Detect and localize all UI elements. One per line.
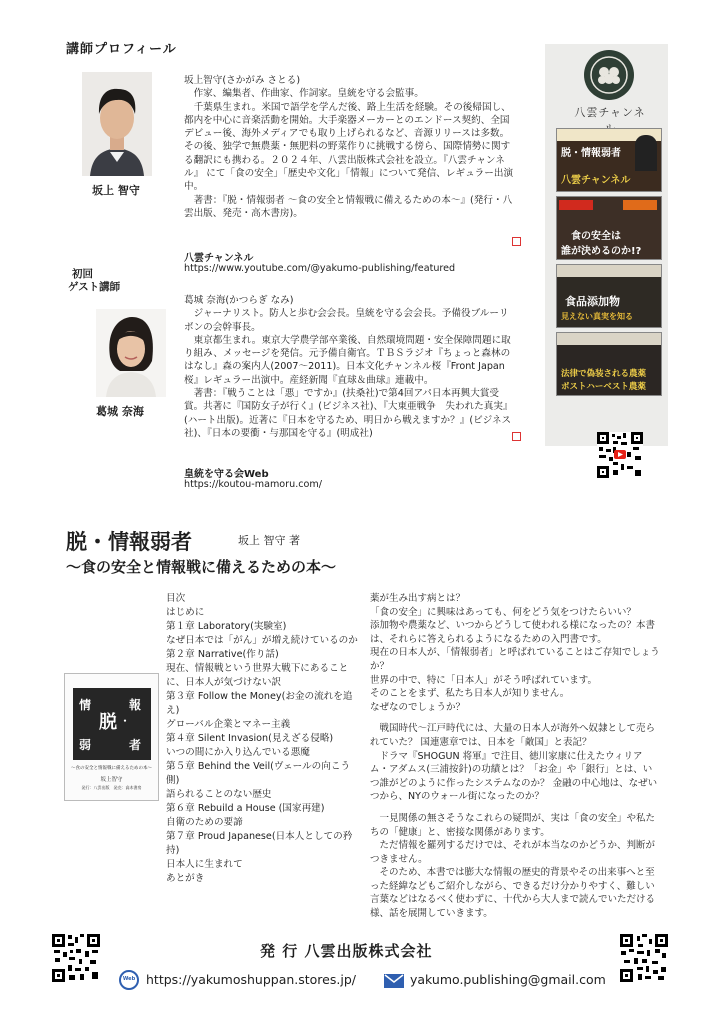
banner-1-line1: 脱・情報弱者 [561,148,621,159]
instructor-bio: 千葉県生まれ。米国で語学を学んだ後、路上生活を経験。その後帰国し、都内を中心に音楽活動を開始。大手楽器メーカーとのエンドース契約、全国デビュー後、海外メディアでも取り上げられるなど、音源リリースは多数。その後、独学で無農薬・無肥料の野菜作りに挑戦する傍ら、国際情勢に関する翻訳にも携わる。２０２４年、八雲出版株式会社を設立。『八雲チャンネル』 にて「食の安全」「歴史や文化」「情報」について発信、レギュラー出演中。 [184,101,514,193]
desc-line: 「食の安全」に興味はあっても、何をどう気をつけたらいい？ [370,606,636,618]
book-author: 坂上 智守 著 [238,534,300,547]
desc-line: 世界の中で、特に「日本人」がそう呼ばれています。 [370,674,598,686]
banner-2-line1: 食の安全は [571,231,621,242]
banner-1-line2: 八雲チャンネル [561,175,631,186]
channel-label: 八雲チャンネル [184,253,254,264]
toc-item: 第６章 Rebuild a House (国家再建) [166,803,325,814]
desc-line: そのため、本書では膨大な情報の歴史的背景やその出来事へと至った経緯などもご紹介しながら、できるだけ分かりやすく、難しい言葉などはなるべく使わずに、十代から大人まで読んでいただける様、話を展開していきます。 [370,867,656,920]
toc-item: 第１章 Laboratory(実験室) [166,621,287,632]
yakumo-logo-text: 八雲チャンネ [574,106,646,119]
guest-bio: 東京都生まれ。東京大学農学部卒業後、自然環境問題・安全保障問題に取り組み、メッセージを発信。元予備自衛官。ＴＢＳラジオ『ちょっと森林のはなし』森の案内人(2007〜2011)。日本文化チャンネル桜『Front Japan桜』レギュラー出演中。産経新聞『直球＆曲球』連載中。 [184,334,511,386]
mail-icon [384,973,404,987]
video-banner-1[interactable] [556,128,662,192]
instructor-roles: 作家、編集者、作曲家、作詞家。皇統を守る会監事。 [193,88,424,100]
toc-item: 第２章 Narrative(作り話) [166,649,279,660]
cover-char-5: 弱 [79,738,92,752]
cover-char-1: 情 [79,698,92,712]
channel-link[interactable]: https://www.youtube.com/@yakumo-publishing/featured [184,263,456,274]
toc-item: なぜ日本では「がん」が増え続けているのか [166,635,358,646]
instructor-profile [184,74,518,220]
cover-author: 坂上智守 [100,777,123,783]
toc-item: 現在、情報戦という世界大戦下にあることに、日本人が気づけない訳 [166,663,349,688]
cover-publisher: 発行：八雲出版 発売：高木書房 [81,785,142,790]
table-of-contents [166,592,358,886]
desc-line: 薬が生み出す病とは？ [370,593,466,604]
instructor-books: 著書：『脱・情報弱者 〜食の安全と情報戦に備えるための本〜』(発行・八雲出版、発売・高木書房)。 [184,194,513,219]
desc-line: なぜなのでしょうか？ [370,701,466,713]
desc-line: 現在の日本人が、「情報弱者」と呼ばれていることはご存知でしょうか？ [370,647,660,672]
toc-item: はじめに [166,607,205,618]
guest-heading-line2: ゲスト講師 [68,281,121,293]
toc-item: 語られることのない歴史 [166,789,272,800]
desc-line: 添加物や農薬など、いつからどうして使われる様になったの？本書は、それらに答えられるようになるための入門書です。 [370,620,656,645]
instructor-photo [82,72,152,176]
web-globe-icon [119,970,139,990]
video-banner-4[interactable] [556,332,662,396]
web-label: 皇統を守る会Web [184,469,269,480]
video-banner-3[interactable] [556,264,662,328]
web-link[interactable]: https://koutou-mamoru.com/ [184,479,322,490]
contact-qr-code[interactable] [620,934,668,982]
toc-item: 第３章 Follow the Money(お金の流れを追え) [166,691,353,716]
web-icon-label: Web [122,976,136,982]
instructor-name-line: 坂上智守(さかがみ さとる) [184,75,301,86]
banner-4-line2: ポストハーベスト農薬 [561,382,646,392]
yakumo-logo-icon [584,50,634,100]
desc-line: ただ情報を羅列するだけでは、それが本当なのかどうか、判断がつきません。 [370,840,656,865]
cover-char-6: 者 [129,738,142,752]
video-banner-2[interactable] [556,196,662,260]
guest-heading-line1: 初回 [72,268,93,280]
desc-line: ドラマ『SHOGUN 将軍』で注目、徳川家康に仕えたウィリアム・アダムス(三浦按針)の功績とは？「お金」や「銀行」とは、いつ誰がどのように作ったシステムなのか？ 金融の中心地は、なぜいつから、NYのウォール街になったのか？ [370,750,658,803]
toc-item: いつの間にか入り込んでいる悪魔 [166,747,310,758]
banner-2-line2: 誰が決めるのか!? [561,246,642,257]
banner-4-line1: 法律で偽装される農薬 [561,369,647,379]
book-title: 脱・情報弱者 [66,529,192,554]
book-subtitle: 〜食の安全と情報戦に備えるための本〜 [66,558,337,576]
instructor-heading: 講師プロフィール [66,42,177,57]
guest-photo-name: 葛城 奈海 [96,405,144,418]
guest-roles: ジャーナリスト。防人と歩む会会長。皇統を守る会会長。予備役ブルーリボンの会幹事長。 [184,308,509,333]
cover-char-3: 脱 [99,712,117,733]
toc-item: 第４章 Silent Invasion(見えざる侵略) [166,733,334,744]
marker-icon [512,237,521,246]
marker-icon [512,432,521,441]
guest-photo [96,309,166,397]
publisher-name: 発 行 八雲出版株式会社 [260,942,433,960]
youtube-qr-code[interactable] [597,432,643,478]
shop-url-link[interactable]: https://yakumoshuppan.stores.jp/ [146,972,356,987]
shop-qr-code[interactable] [52,934,100,982]
email-link[interactable]: yakumo.publishing@gmail.com [410,972,606,987]
toc-item: 第５章 Behind the Veil(ヴェールの向こう側) [166,761,351,786]
guest-heading [68,268,120,294]
toc-item: グローバル企業とマネー主義 [166,719,291,730]
book-description [370,592,660,921]
toc-item: 自衛のための要諦 [166,817,243,828]
desc-line: 一見関係の無さそうなこれらの疑問が、実は「食の安全」や私たちの「健康」と、密接な関係があります。 [370,812,656,838]
desc-line: そのことをまず、私たち日本人が知りません。 [370,688,570,700]
instructor-photo-name: 坂上 智守 [92,184,140,197]
book-cover-image [64,673,159,801]
guest-profile [184,294,518,440]
guest-books: 著書：『戦うことは「悪」ですか』(扶桑社)で第4回アパ日本再興大賞受賞。共著に『国防女子が行く』(ビジネス社)、『大東亜戦争 失われた真実』(ハート出版)。近著に『日本を守るため、明日から戦えますか？』(ビジネス社)、『日本の要衝・与那国を守る』(明成社) [184,388,513,439]
cover-char-4: ・ [119,714,132,728]
cover-char-2: 報 [129,698,142,712]
toc-item: 目次 [166,593,186,604]
banner-3-line1: 食品添加物 [565,295,620,308]
toc-item: 第７章 Proud Japanese(日本人としての矜持) [166,831,353,856]
toc-item: 日本人に生まれて [166,859,243,870]
desc-line: 戦国時代〜江戸時代には、大量の日本人が海外へ奴隷として売られていた？ 国連憲章では、日本を「敵国」と表記？ [370,723,656,748]
toc-item: あとがき [166,873,205,884]
guest-name-line: 葛城 奈海(かつらぎ なみ) [184,295,294,306]
banner-3-line2: 見えない真実を知る [561,312,633,321]
cover-subtitle: 〜食の安全と情報戦に備えるための本〜 [71,766,152,771]
